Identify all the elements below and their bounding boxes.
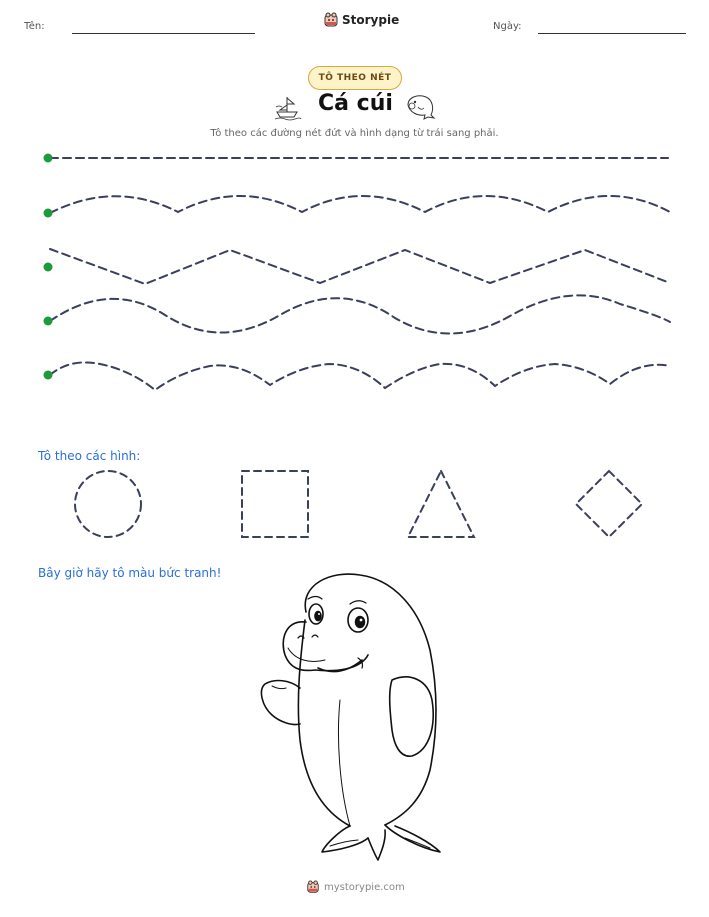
start-dot <box>44 263 53 272</box>
trace-square[interactable] <box>242 471 308 537</box>
trace-line-wave-3[interactable] <box>50 362 670 390</box>
start-dot <box>44 154 53 163</box>
name-label: Tên: <box>24 21 45 32</box>
storypie-logo-icon <box>306 880 320 894</box>
trace-diamond[interactable] <box>576 471 642 537</box>
footer-url[interactable]: mystorypie.com <box>324 881 405 893</box>
page-title: Cá cúi <box>318 91 393 116</box>
dugong-coloring-illustration[interactable] <box>261 574 440 860</box>
trace-line-wave-1[interactable] <box>50 196 670 213</box>
date-label: Ngày: <box>493 21 522 32</box>
start-dot <box>44 209 53 218</box>
shapes-section-label: Tô theo các hình: <box>38 449 141 463</box>
trace-triangle[interactable] <box>408 471 474 537</box>
start-dot <box>44 371 53 380</box>
instructions: Tô theo các đường nét đứt và hình dạng từ trái sang phải. <box>210 128 499 139</box>
trace-circle[interactable] <box>75 471 141 537</box>
activity-badge: TÔ THEO NÉT <box>308 66 402 90</box>
trace-line-wave-2[interactable] <box>50 295 670 333</box>
footer <box>306 880 405 894</box>
coloring-section-label: Bây giờ hãy tô màu bức tranh! <box>38 566 222 580</box>
brand-name: Storypie <box>342 13 400 27</box>
start-dot <box>44 317 53 326</box>
trace-line-zigzag[interactable] <box>50 249 670 284</box>
